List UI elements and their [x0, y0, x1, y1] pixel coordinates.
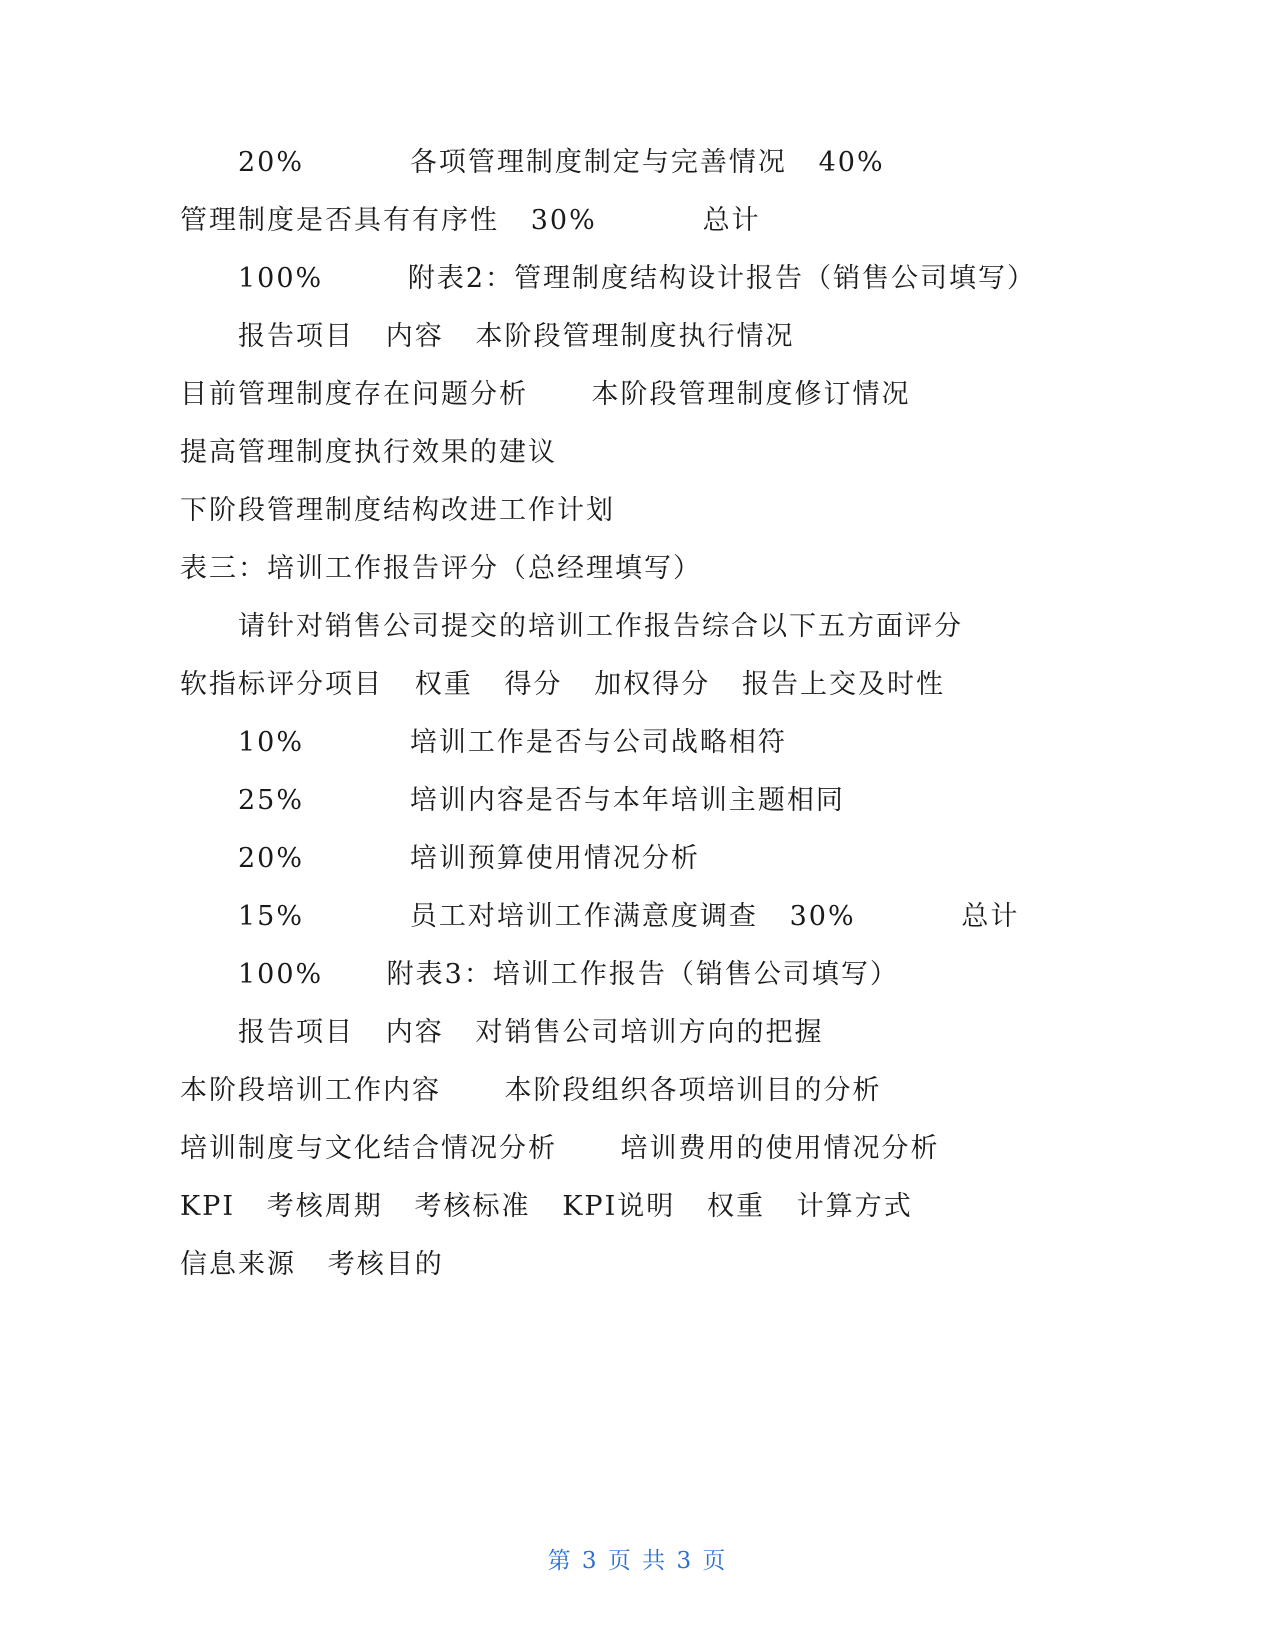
text-line-7: 下阶段管理制度结构改进工作计划: [180, 495, 615, 526]
text-line-11: 10% 培训工作是否与公司战略相符: [238, 727, 787, 758]
text-line-12: 25% 培训内容是否与本年培训主题相同: [238, 785, 845, 816]
text-line-10: 软指标评分项目 权重 得分 加权得分 报告上交及时性: [180, 669, 945, 700]
text-line-9: 请针对销售公司提交的培训工作报告综合以下五方面评分: [238, 611, 963, 642]
text-line-1: 20% 各项管理制度制定与完善情况 40%: [238, 147, 885, 178]
page-number-footer: 第 3 页 共 3 页: [547, 1548, 728, 1574]
text-line-5: 目前管理制度存在问题分析 本阶段管理制度修订情况: [180, 379, 911, 410]
text-line-13: 20% 培训预算使用情况分析: [238, 843, 700, 874]
text-line-15: 100% 附表3：培训工作报告（销售公司填写）: [238, 959, 899, 990]
section-heading-table-three: 表三：培训工作报告评分（总经理填写）: [180, 553, 702, 584]
text-line-14: 15% 员工对培训工作满意度调查 30% 总计: [238, 901, 1020, 932]
text-line-2: 管理制度是否具有有序性 30% 总计: [180, 205, 761, 236]
text-line-4: 报告项目 内容 本阶段管理制度执行情况: [238, 321, 795, 352]
text-line-16: 报告项目 内容 对销售公司培训方向的把握: [238, 1017, 824, 1048]
text-line-19: KPI 考核周期 考核标准 KPI说明 权重 计算方式: [180, 1191, 913, 1222]
text-line-17: 本阶段培训工作内容 本阶段组织各项培训目的分析: [180, 1075, 882, 1106]
text-line-20: 信息来源 考核目的: [180, 1249, 444, 1280]
text-line-6: 提高管理制度执行效果的建议: [180, 437, 557, 468]
text-line-18: 培训制度与文化结合情况分析 培训费用的使用情况分析: [180, 1133, 940, 1164]
text-line-3: 100% 附表2：管理制度结构设计报告（销售公司填写）: [238, 263, 1037, 294]
